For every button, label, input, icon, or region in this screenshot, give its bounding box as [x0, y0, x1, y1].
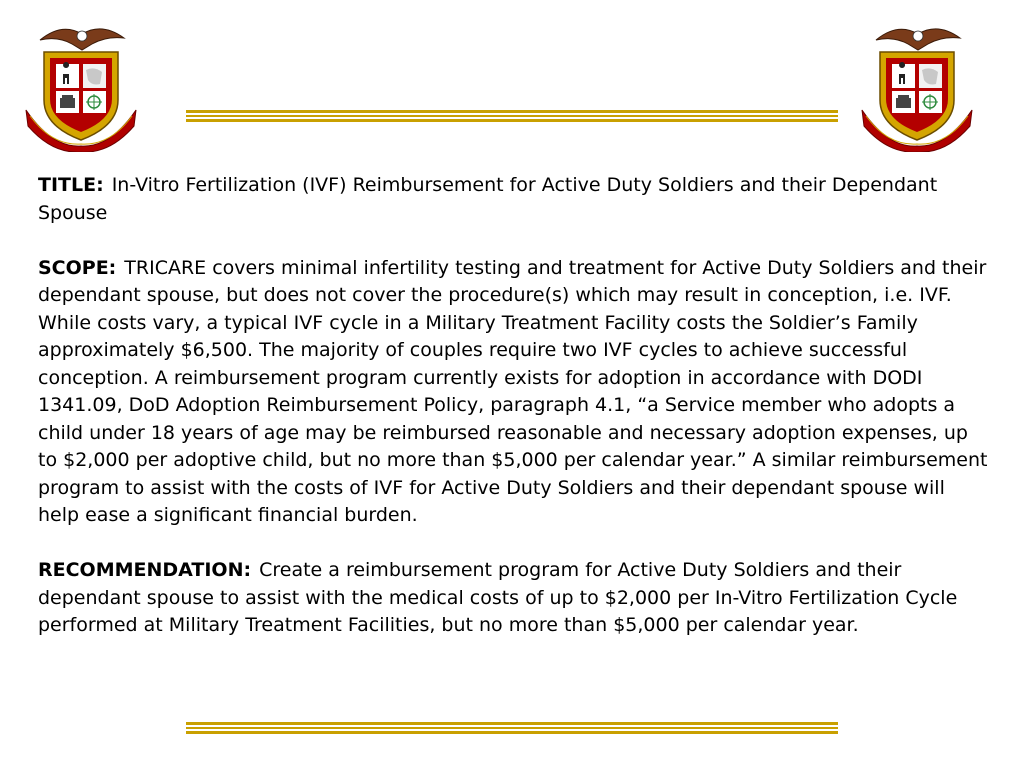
- eagle-shield-icon: [858, 22, 976, 152]
- crest-emblem-right: [858, 22, 976, 152]
- divider-top: [186, 110, 838, 122]
- title-text: In-Vitro Fertilization (IVF) Reimbursement for Active Duty Soldiers and their Dependant Spouse: [38, 174, 938, 224]
- recommendation-paragraph: [38, 557, 988, 640]
- crest-emblem-left: [22, 22, 140, 152]
- scope-paragraph: [38, 255, 988, 530]
- title-paragraph: [38, 172, 988, 227]
- title-label: TITLE:: [38, 174, 104, 196]
- recommendation-text: Create a reimbursement program for Active Duty Soldiers and their dependant spouse to assist with the medical costs of up to $2,000 per In-Vitro Fertilization Cycle performed at Military Treatment Facilities, but no more than $5,000 per calendar year.: [38, 559, 958, 636]
- recommendation-label: RECOMMENDATION:: [38, 559, 252, 581]
- scope-text: TRICARE covers minimal infertility testing and treatment for Active Duty Soldiers and their dependant spouse, but does not cover the procedure(s) which may result in conception, i.e. IVF. While costs vary, a typical IVF cycle in a Military Treatment Facility costs the Soldier’s Family approximately $6,500. The majority of couples require two IVF cycles to achieve successful conception. A reimbursement program currently exists for adoption in accordance with DODI 1341.09, DoD Adoption Reimbursement Policy, paragraph 4.1, “a Service member who adopts a child under 18 years of age may be reimbursed reasonable and necessary adoption expenses, up to $2,000 per adoptive child, but no more than $5,000 per calendar year.” A similar reimbursement program to assist with the costs of IVF for Active Duty Soldiers and their dependant spouse will help ease a significant financial burden.: [38, 256, 988, 526]
- document-body: [38, 172, 988, 667]
- eagle-shield-icon: [22, 22, 140, 152]
- scope-label: SCOPE:: [38, 256, 117, 279]
- divider-bottom: [186, 722, 838, 734]
